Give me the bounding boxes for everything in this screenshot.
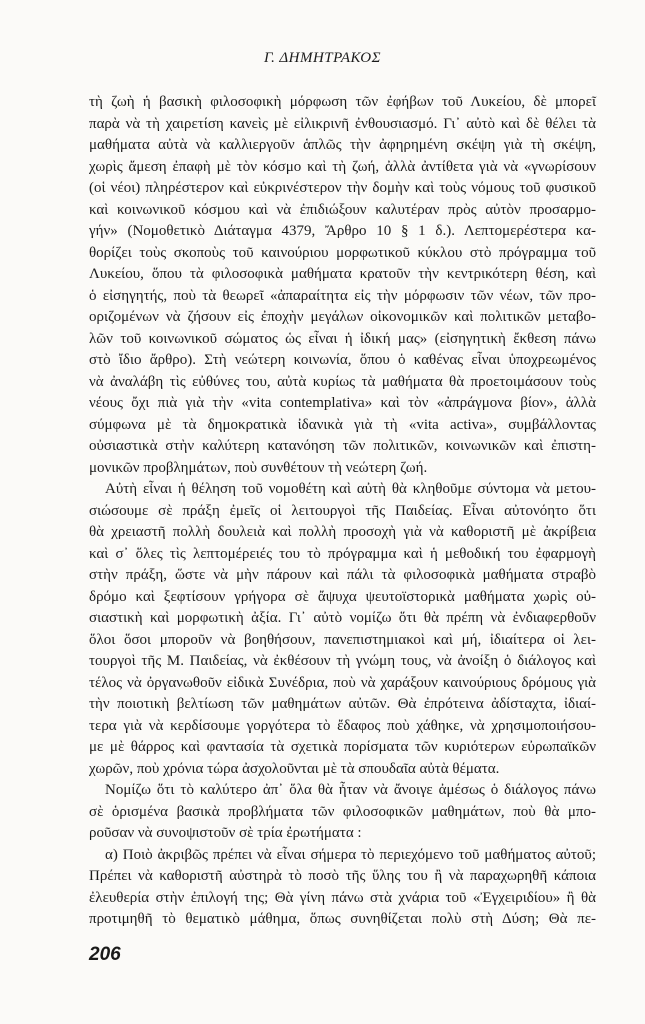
text-line: Πρέπει νὰ καθοριστῆ αὐστηρὰ τὸ ποσὸ τῆς ὕλης του ἢ νὰ παραχωρηθῆ κάποια <box>89 868 596 884</box>
text-line: ροῦσαν νὰ συνοψιστοῦν σὲ τρία ἐρωτήματα : <box>89 825 362 841</box>
text-line: στὴν πράξη, ὥστε νὰ μὴν πάρουν καὶ πάλι τὰ φιλοσοφικὰ μαθήματα στραβὸ <box>89 567 596 583</box>
page-number: 206 <box>89 944 121 965</box>
text-line: τέλος νὰ ὀργανωθοῦν εἰδικὰ Συνέδρια, ποὺ νὰ χαράξουν καινούριους δρόμους γιὰ <box>89 674 596 691</box>
text-line: με μὲ θάρρος καὶ φαντασία τὰ σχετικὰ πορίσματα τῶν κυριότερων εὐρωπαϊκῶν <box>89 739 596 755</box>
text-line: σύμφωνα μὲ τὰ δημοκρατικὰ ἰδανικὰ γιὰ τὴ «vita activa», συμβάλλοντας <box>89 416 596 433</box>
text-line: μαθήματα αὐτὰ νὰ καλλιεργοῦν ἁπλῶς τὴν ἀφηρημένη σκέψη γιὰ τὴ σκέψη, <box>89 137 596 153</box>
text-line: νὰ ἀναλάβη τὶς εὐθύνες του, αὐτὰ κυρίως τὰ μαθήματα θὰ προετοιμάσουν τοὺς <box>89 373 596 390</box>
text-line: α) Ποιὸ ἀκριβῶς πρέπει νὰ εἶναι σήμερα τὸ περιεχόμενο τοῦ μαθήματος αὐτοῦ; <box>105 846 596 863</box>
text-line: ὅλοι ὅσοι μποροῦν νὰ βοηθήσουν, πανεπιστημιακοὶ καὶ μή, ἰδιαίτερα οἱ λει- <box>89 631 596 648</box>
text-line: καὶ κοινωνικοῦ κόσμου καὶ νὰ ἐπιδιώξουν καλυτέραν πρὸς αὐτὸν προσαρμο- <box>89 201 596 218</box>
body-text <box>89 92 596 931</box>
text-line: χωρὶς ἄμεση ἐπαφὴ μὲ τὸν κόσμο καὶ τὴ ζωή, ἀλλὰ ἀντίθετα γιὰ νὰ «γνωρίσουν <box>89 158 596 175</box>
text-line: σιώσουμε σὲ πράξη ἐμεῖς οἱ λειτουργοὶ τῆς Παιδείας. Εἶναι αὐτονόητο ὅτι <box>89 502 596 519</box>
text-line: καὶ σ᾽ ὅλες τὶς λεπτομέρειές του τὸ πρόγραμμα καὶ ἡ μεθοδική του ἐφαρμογὴ <box>89 545 596 562</box>
text-line: λῶν τοῦ κοινωνικοῦ σώματος ὡς εἶναι ἡ ἰδική μας» (εἰσηγητικὴ ἔκθεση πάνω <box>89 330 596 347</box>
text-line: γήν» (Νομοθετικὸ Διάταγμα 4379, Ἄρθρο 10 § 1 δ.). Λεπτομερέστερα κα- <box>89 223 596 239</box>
text-line: οὐσιαστικὰ στὴν καλύτερη κατανόηση τῶν πολιτικῶν, κοινωνικῶν καὶ ἐπιστη- <box>89 438 596 454</box>
text-line: Αὐτὴ εἶναι ἡ θέληση τοῦ νομοθέτη καὶ αὐτὴ θὰ κληθοῦμε σύντομα νὰ μετου- <box>105 481 596 497</box>
text-line: χωρῶν, ποὺ χρόνια τώρα ἀσχολοῦνται μὲ τὰ σπουδαῖα αὐτὰ θέματα. <box>89 760 500 777</box>
text-line: σιαστικὴ καὶ μορφωτικὴ ἀξία. Γι᾽ αὐτὸ νομίζω ὅτι θὰ πρέπη νὰ ἐνδιαφερθοῦν <box>89 610 596 626</box>
text-line: ὁ εἰσηγητής, ποὺ τὰ θεωρεῖ «ἀπαραίτητα εἰς τὴν μόρφωσιν τῶν νέων, τῶν προ- <box>89 287 596 304</box>
text-line: τερα γιὰ νὰ κερδίσουμε γοργότερα τὸ ἔδαφος ποὺ χάθηκε, νὰ χρησιμοποιήσου- <box>89 717 596 734</box>
running-header: Γ. ΔΗΜΗΤΡΑΚΟΣ <box>264 50 381 66</box>
text-line: θὰ χρειαστῆ πολλὴ δουλειὰ καὶ πολλὴ προσοχὴ γιὰ νὰ καθοριστῆ μὲ ἀκρίβεια <box>89 524 596 540</box>
text-line: τουργοὶ τῆς Μ. Παιδείας, νὰ ἐκθέσουν τὴ γνώμη τους, νὰ ἀνοίξη ὁ διάλογος καὶ <box>89 653 596 669</box>
text-line: Νομίζω ὅτι τὸ καλύτερο ἀπ᾽ ὅλα θὰ ἦταν νὰ ἄνοιγε ἀμέσως ὁ διάλογος πάνω <box>105 782 596 798</box>
text-line: οριζομένων νὰ ζήσουν εἰς ἐποχὴν μεγάλων οἰκονομικῶν καὶ πολιτικῶν μεταβο- <box>89 309 596 325</box>
text-line: Λυκείου, ὅπου τὰ φιλοσοφικὰ μαθήματα κρατοῦν τὴν κεντρικότερη θέση, καὶ <box>89 266 596 282</box>
text-line: σὲ ὁρισμένα βασικὰ προβλήματα τῶν φιλοσοφικῶν μαθημάτων, ποὺ θὰ μπο- <box>89 803 596 820</box>
text-line: (οἱ νέοι) πληρέστερον καὶ εὐκρινέστερον τὴν δομὴν καὶ τοὺς νόμους τοῦ φυσικοῦ <box>89 180 596 196</box>
text-line: στὸ ἴδιο ἄρθρο). Στὴ νεώτερη κοινωνία, ὅπου ὁ καθένας εἶναι ὑποχρεωμένος <box>89 352 596 368</box>
text-line: προτιμηθῆ τὸ θεματικὸ μάθημα, ὅπως συνηθίζεται πολὺ στὴ Δύση; Θὰ πε- <box>89 911 596 927</box>
text-line: παρὰ νὰ τὴ χαιρετίση κανεὶς μὲ εἰλικρινῆ ἐνθουσιασμό. Γι᾽ αὐτὸ καὶ δὲ θέλει τὰ <box>89 115 596 132</box>
text-line: μονικῶν προβλημάτων, ποὺ συνθέτουν τὴ νεώτερη ζωή. <box>89 459 428 476</box>
text-line: ἐλευθερία στὴν ἐπιλογή της; Θὰ γίνη πάνω στὰ χνάρια τοῦ «Ἐγχειριδίου» ἢ θὰ <box>89 889 596 906</box>
text-line: θορίζει τοὺς σκοποὺς τοῦ καινούριου μορφωτικοῦ κύκλου στὸ πρόγραμμα τοῦ <box>89 244 596 261</box>
text-line: νέους ὄχι πιὰ γιὰ τὴν «vita contemplativa» καὶ τὸν «ἀπράγμονα βίον», ἀλλὰ <box>89 395 596 411</box>
text-line: τὴν ποιοτικὴ βελτίωση τῶν μαθημάτων αὐτῶν. Θὰ ἐπρότεινα ἀδίσταχτα, ἰδιαί- <box>89 696 596 712</box>
text-line: τὴ ζωὴ ἡ βασικὴ φιλοσοφικὴ μόρφωση τῶν ἐφήβων τοῦ Λυκείου, δὲ μπορεῖ <box>89 94 596 110</box>
text-line: δρόμο καὶ ξεφτίσουν γρήγορα σὲ ἄψυχα ψευτοϊστορικὰ μαθήματα χωρὶς οὐ- <box>89 588 596 605</box>
